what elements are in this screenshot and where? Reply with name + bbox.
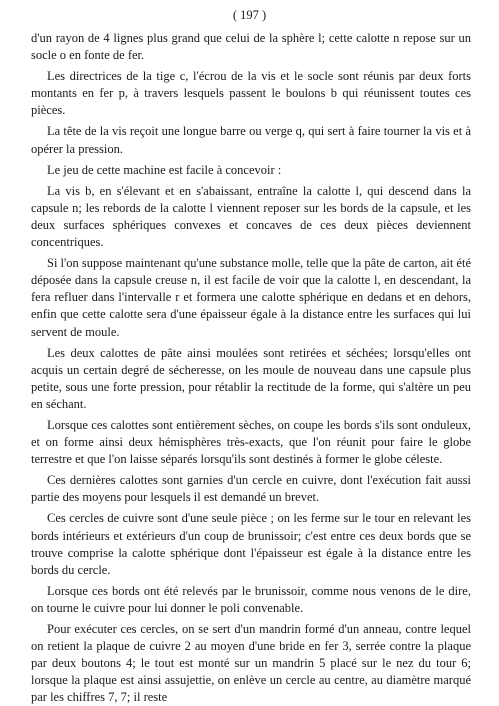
paragraph: Lorsque ces bords ont été relevés par le brunissoir, comme nous venons de le dire, on tourne le cuivre pour lui donner le poli convenable. — [31, 583, 471, 615]
paragraph: Ces cercles de cuivre sont d'une seule pièce ; on les ferme sur le tour en relevant les bords intérieurs et extérieurs d'un coup de brunissoir; c'est entre ces deux bords que se trouve comprise la calotte sphérique dont l'épaisseur est égale à la distance entre les bords du cercle. — [31, 511, 471, 577]
paragraph: Pour exécuter ces cercles, on se sert d'un mandrin formé d'un anneau, contre lequel on retient la plaque de cuivre 2 au moyen d'une bride en fer 3, serrée contre la plaque par deux boutons 4; le tout est monté sur un mandrin 5 placé sur le nez du tour 6; lorsque la plaque est ainsi assujettie, on enlève un cercle au centre, au diamètre marqué par les chiffres 7, 7; il reste — [31, 622, 471, 705]
paragraph: La tête de la vis reçoit une longue barre ou verge q, qui sert à faire tourner la vis et à opérer la pression. — [31, 124, 471, 156]
page-number: ( 197 ) — [232, 8, 267, 22]
paragraph: Les directrices de la tige c, l'écrou de la vis et le socle sont réunis par deux forts montants en fer p, à travers lesquels passent le boulons b qui réunissent toutes ces pièces. — [31, 69, 471, 118]
paragraph: Les deux calottes de pâte ainsi moulées sont retirées et séchées; lorsqu'elles ont acquis un certain degré de sécheresse, on les moule de nouveau dans une capsule plus petite, sous une forte pression, pour rétablir la rectitude de la forme, qui s'altère un peu en séchant. — [31, 345, 471, 411]
paragraph: La vis b, en s'élevant et en s'abaissant, entraîne la calotte l, qui descend dans la capsule n; les rebords de la calotte l viennent reposer sur les bords de la capsule, et les deux surfaces sphériques convexes et concaves de ces deux pièces deviennent concentriques. — [31, 183, 471, 250]
paragraph: Ces dernières calottes sont garnies d'un cercle en cuivre, dont l'exécution fait aussi partie des moyens pour lesquels il est demandé un brevet. — [31, 473, 471, 505]
paragraph: Le jeu de cette machine est facile à concevoir : — [47, 162, 282, 177]
body-text — [31, 30, 471, 706]
paragraph: d'un rayon de 4 lignes plus grand que celui de la sphère l; cette calotte n repose sur un socle o en fonte de fer. — [31, 31, 471, 63]
paragraph: Si l'on suppose maintenant qu'une substance molle, telle que la pâte de carton, ait été déposée dans la capsule creuse n, il est facile de voir que la calotte l, en descendant, la fera refluer dans l'intervalle r et formera une calotte sphérique en dedans et en dehors, enfin que cette calotte sera d'une épaisseur égale à la distance entre les surfaces qui lui servent de moule. — [31, 256, 471, 339]
paragraph: Lorsque ces calottes sont entièrement sèches, on coupe les bords s'ils sont onduleux, et on forme ainsi deux hémisphères très-exacts, que l'on réunit pour faire le globe terrestre et que l'on laisse séparés lorsqu'ils sont destinés à former le globe céleste. — [31, 417, 471, 467]
